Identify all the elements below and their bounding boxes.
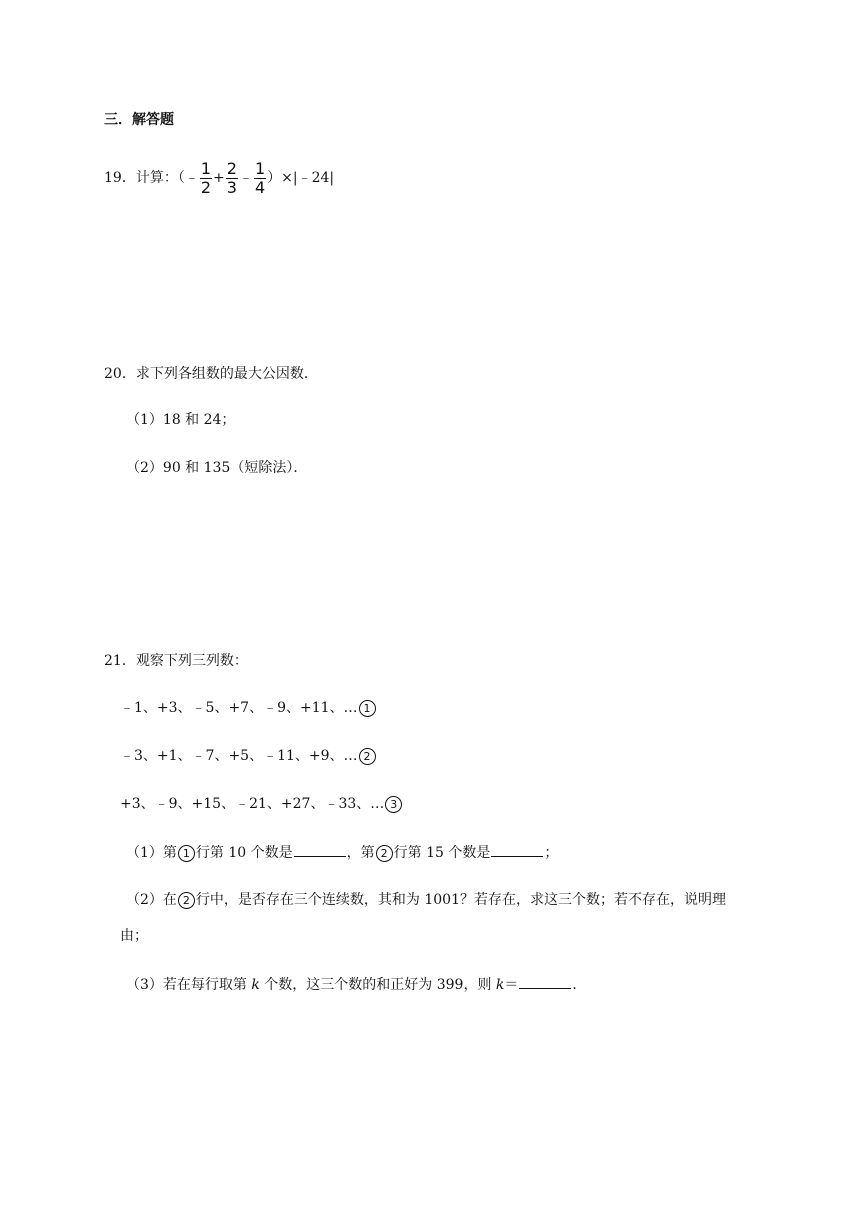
sequence-row-1: ﹣1、+3、﹣5、+7、﹣9、+11、… 1 [120, 698, 377, 718]
circled-number-1: 1 [359, 700, 376, 717]
question-21-part-2: （2）在 2 行中，是否存在三个连续数，其和为 1001？若存在，求这三个数；若不存在，说明理 [126, 892, 726, 908]
q19-suffix: ）×|﹣24| [267, 170, 335, 186]
answer-blank [491, 842, 543, 857]
q19-fraction-3: $\frac{1}{4}$ [254, 158, 266, 197]
q19-plus: + [213, 170, 225, 186]
q19-prefix: 19．计算：（﹣ [104, 170, 199, 186]
q19-fraction-2: $\frac{2}{3}$ [226, 158, 237, 197]
question-20-part-2: （2）90 和 135（短除法）． [126, 460, 308, 476]
section-title: 三．解答题 [104, 112, 174, 128]
sequence-row-2: ﹣3、+1、﹣7、+5、﹣11、+9、… 2 [120, 746, 377, 766]
circled-number-2: 2 [178, 892, 195, 909]
question-21-part-1: （1）第 1 行第 10 个数是 ，第 2 行第 15 个数是 ； [126, 842, 558, 863]
question-21-part-2-continued: 由； [120, 928, 148, 944]
question-21-title: 21．观察下列三列数： [104, 653, 248, 669]
circled-number-2: 2 [376, 845, 393, 862]
sequence-row-3: +3、﹣9、+15、﹣21、+27、﹣33、… 3 [120, 794, 403, 814]
circled-number-3: 3 [385, 796, 402, 813]
circled-number-2: 2 [359, 748, 376, 765]
question-21-part-3: （3）若在每行取第 k 个数，这三个数的和正好为 399，则 k＝ ． [126, 974, 586, 995]
q19-fraction-1: $\frac{1}{2}$ [200, 158, 212, 197]
answer-blank [519, 974, 571, 989]
question-20-part-1: （1）18 和 24； [126, 412, 236, 428]
q19-minus: ﹣ [238, 170, 253, 186]
question-20-title: 20．求下列各组数的最大公因数． [104, 366, 318, 382]
question-19 [104, 158, 334, 198]
answer-blank [294, 842, 346, 857]
circled-number-1: 1 [178, 845, 195, 862]
